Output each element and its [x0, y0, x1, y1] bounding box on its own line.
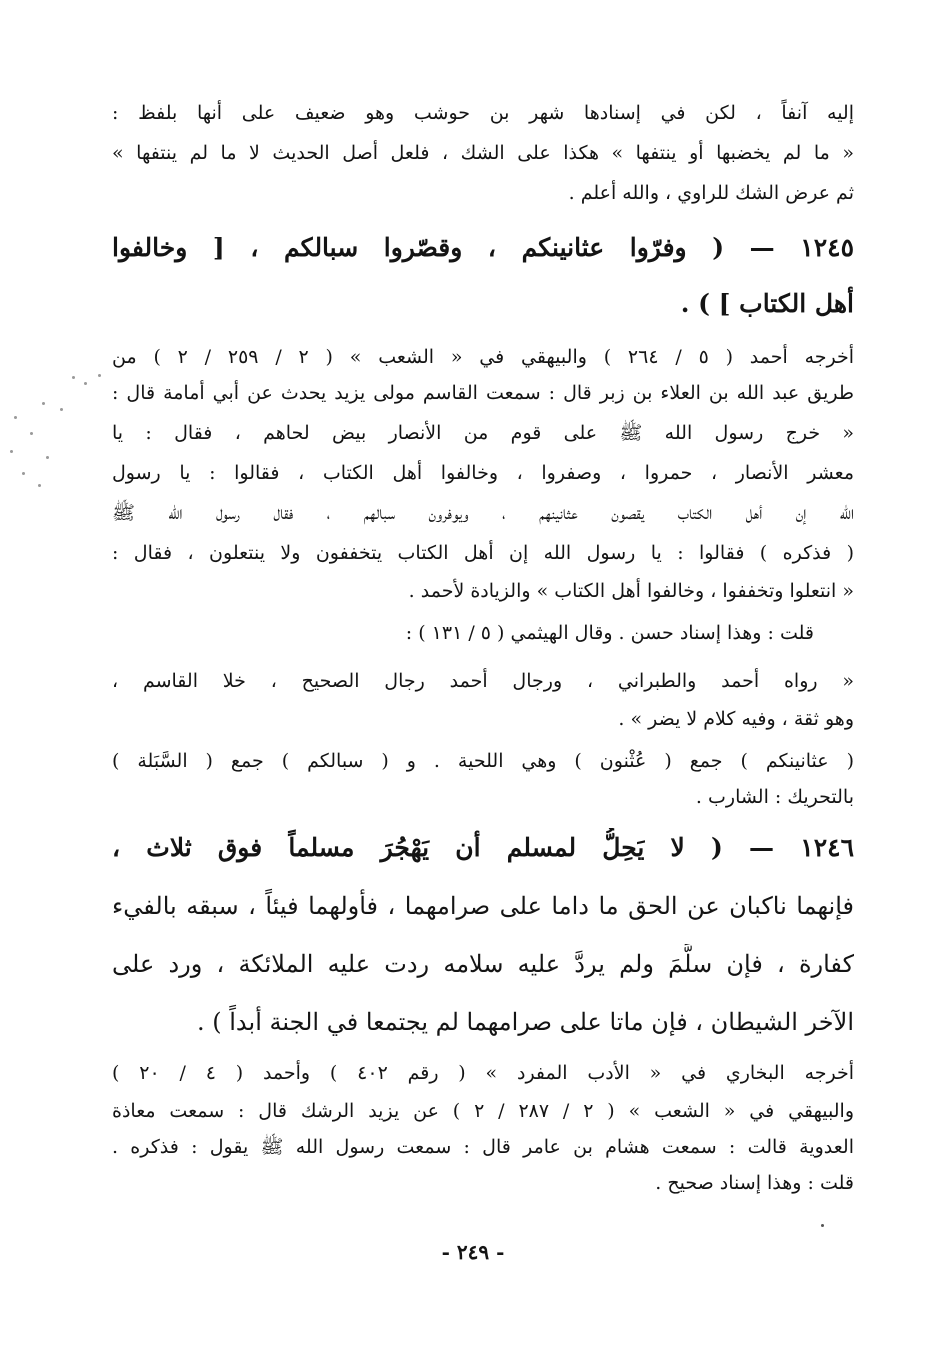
stray-dot	[821, 1224, 824, 1227]
text-line: وهو ثقة ، وفيه كلام لا يضر » .	[618, 708, 854, 730]
bleed-through-marks	[2, 372, 114, 492]
text-line: والبيهقي في « الشعب » ( ٢ / ٢٨٧ / ٢ ) عن يزيد الرشك قال : سمعت معاذة	[112, 1100, 854, 1122]
text-line: ثم عرض الشك للراوي ، والله أعلم .	[568, 182, 854, 204]
hadith-1245-heading: ١٢٤٥ — ( وفرّوا عثانينكم ، وقصّروا سبالكم ، [ وخالفوا	[112, 233, 854, 262]
text-line: طريق عبد الله بن العلاء بن زبر قال : سمعت القاسم مولى يزيد يحدث عن أبي أمامة قال :	[112, 382, 854, 404]
text-line: أخرجه أحمد ( ٥ / ٢٦٤ ) والبيهقي في « الشعب » ( ٢ / ٢٥٩ / ٢ ) من	[112, 346, 854, 368]
text-line: أخرجه البخاري في « الأدب المفرد » ( رقم ٤٠٢ ) وأحمد ( ٤ / ٢٠ )	[112, 1062, 854, 1084]
page-body	[112, 92, 854, 1292]
hadith-1245-heading-cont: أهل الكتاب ] ) .	[680, 289, 854, 318]
text-line: قلت : وهذا إسناد صحيح .	[655, 1172, 854, 1194]
text-line: الله إن أهل الكتاب يقصون عثانينهم ، ويوفرون سبالهم ، فقال رسول الله ﷺ	[112, 502, 854, 524]
text-line: « رواه أحمد والطبراني ، ورجال أحمد رجال الصحيح ، خلا القاسم ،	[112, 670, 854, 692]
text-line: إليه آنفاً ، لكن في إسنادها شهر بن حوشب وهو ضعيف على أنها بلفظ :	[112, 102, 854, 124]
text-line: « ما لم يخضبها أو ينتفها » هكذا على الشك ، فلعل أصل الحديث لا ما لم ينتفها »	[112, 142, 854, 164]
text-line: العدوية قالت : سمعت هشام بن عامر قال : سمعت رسول الله ﷺ يقول : فذكره .	[112, 1136, 854, 1158]
hadith-text-line: كفارة ، فإن سلَّمَ ولم يردَّ عليه سلامه ردت عليه الملائكة ، ورد على	[112, 950, 854, 978]
hadith-text-line: فإنهما ناكبان عن الحق ما داما على صرامهما ، فأولهما فيئاً ، سبقه بالفيء	[112, 892, 854, 920]
text-line: معشر الأنصار ، حمروا ، وصفروا ، وخالفوا أهل الكتاب ، فقالوا : يا رسول	[112, 462, 854, 484]
text-line: قلت : وهذا إسناد حسن . وقال الهيثمي ( ٥ / ١٣١ ) :	[405, 622, 814, 644]
hadith-text-line: الآخر الشيطان ، فإن ماتا على صرامهما لم يجتمعا في الجنة أبداً ) .	[197, 1008, 854, 1036]
page-number: - ٢٤٩ -	[441, 1240, 505, 1264]
text-line: « خرج رسول الله ﷺ على قوم من الأنصار بيض لحاهم ، فقال : يا	[112, 422, 854, 444]
text-line: ( فذكره ) فقالوا : يا رسول الله إن أهل الكتاب يتخففون ولا ينتعلون ، فقال :	[112, 542, 854, 564]
hadith-1246-heading: ١٢٤٦ — ( لا يَحِلُّ لمسلم أن يَهْجُرَ مسلماً فوق ثلاث ،	[112, 833, 854, 862]
text-line: بالتحريك : الشارب .	[695, 786, 854, 808]
text-line: « انتعلوا وتخففوا ، وخالفوا أهل الكتاب » والزيادة لأحمد .	[408, 580, 854, 602]
text-line: ( عثانينكم ) جمع ( عُثْنون ) وهي اللحية . و ( سبالكم ) جمع ( السَّبَلة )	[112, 750, 854, 772]
